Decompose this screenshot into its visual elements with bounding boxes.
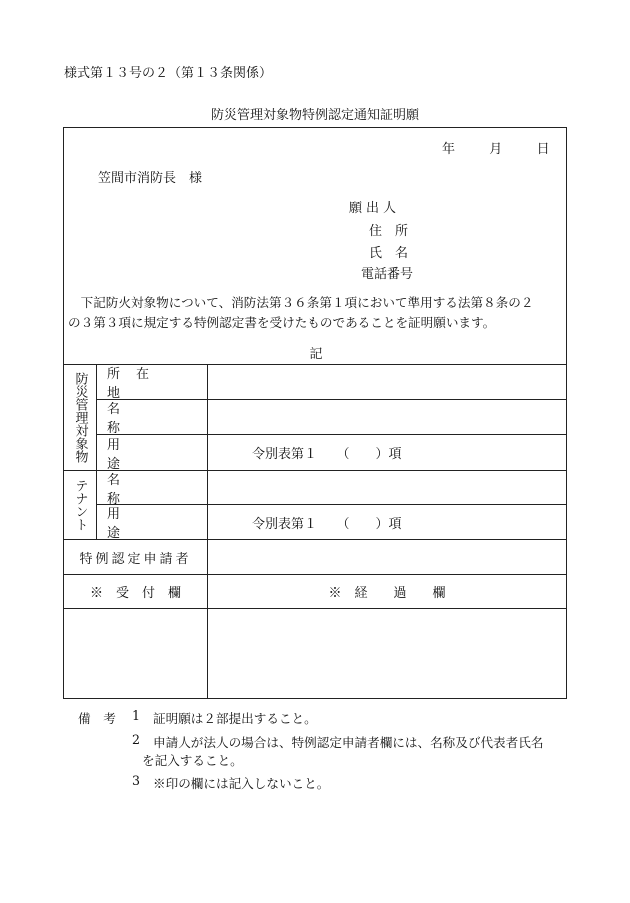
building-use-text: 用途 <box>107 437 179 472</box>
note-2-text-continued: を記入すること。 <box>142 753 243 768</box>
request-statement-line1: 下記防火対象物について、消防法第３６条第１項において準用する法第８条の２ <box>80 295 534 310</box>
form-frame <box>63 127 567 699</box>
form-number: 様式第１３号の２（第１３条関係） <box>64 66 273 81</box>
building-name-field[interactable] <box>208 400 566 434</box>
applicant-address-label: 住 所 <box>369 224 409 239</box>
section-label-tenant: テナント <box>72 479 88 531</box>
applicant-name-label: 氏 名 <box>369 246 409 261</box>
building-name-label <box>97 400 207 434</box>
note-1-text: 証明願は２部提出すること。 <box>153 711 317 726</box>
tenant-use-value: 令別表第１ （ ）項 <box>252 516 402 532</box>
addressee: 笠間市消防長 様 <box>98 171 203 186</box>
tenant-use-field[interactable] <box>208 505 566 539</box>
date-year-label: 年 <box>442 142 456 157</box>
ki-heading: 記 <box>309 347 323 362</box>
tenant-name-text: 名称 <box>107 472 179 507</box>
tenant-use-text: 用途 <box>107 507 179 541</box>
note-3-text: ※印の欄には記入しないこと。 <box>153 776 330 791</box>
date-day-label: 日 <box>536 142 550 157</box>
building-use-value: 令別表第１ （ ）項 <box>252 447 402 462</box>
note-2-number: 2 <box>132 732 141 747</box>
progress-box[interactable] <box>208 609 566 698</box>
note-1-number: 1 <box>132 708 141 723</box>
applicant-phone-field[interactable] <box>422 259 558 277</box>
date-month-label: 月 <box>489 142 503 157</box>
reception-header: ※ 受 付 欄 <box>89 586 181 601</box>
special-applicant-field[interactable] <box>208 540 566 574</box>
building-location-text: 所在地 <box>107 367 166 401</box>
applicant-phone-label: 電話番号 <box>361 267 414 282</box>
building-location-field[interactable] <box>208 365 566 399</box>
tenant-name-label <box>97 471 207 507</box>
tenant-use-label <box>97 505 207 539</box>
note-2-text: 申請人が法人の場合は、特例認定申請者欄には、名称及び代表者氏名 <box>153 735 544 750</box>
tenant-name-field[interactable] <box>208 471 566 504</box>
applicant-name-field[interactable] <box>422 238 558 256</box>
note-3-number: 3 <box>132 773 141 788</box>
building-use-field[interactable] <box>208 435 566 470</box>
applicant-heading: 願出人 <box>349 201 401 216</box>
progress-header: ※ 経 過 欄 <box>328 586 446 601</box>
building-name-text: 名称 <box>107 402 179 436</box>
building-use-label <box>97 435 207 470</box>
request-statement <box>68 293 564 333</box>
special-applicant-text: 特例認定申請者 <box>79 551 192 567</box>
applicant-address-field[interactable] <box>422 216 558 234</box>
section-label-building: 防災管理対象物 <box>72 372 88 463</box>
date-line[interactable] <box>442 138 550 157</box>
building-location-label <box>97 365 207 399</box>
document-title: 防災管理対象物特例認定通知証明願 <box>210 108 419 123</box>
reception-box[interactable] <box>64 609 207 698</box>
request-statement-line2: の３第３項に規定する特例認定書を受けたものであることを証明願います。 <box>68 315 496 330</box>
special-applicant-label <box>64 540 207 574</box>
notes-heading: 備 考 <box>78 711 116 726</box>
